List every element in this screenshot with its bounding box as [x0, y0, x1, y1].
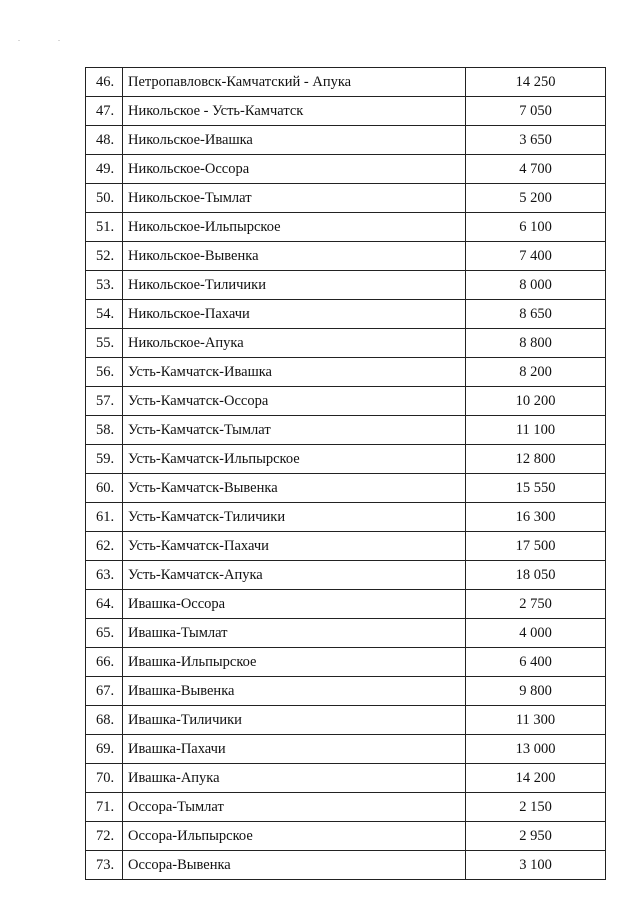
row-number: 63.	[86, 561, 123, 590]
row-number: 73.	[86, 851, 123, 880]
route-value: 14 200	[466, 764, 606, 793]
table-row	[86, 416, 606, 445]
route-name: Усть-Камчатск-Тиличики	[123, 503, 466, 532]
route-name: Никольское - Усть-Камчатск	[123, 97, 466, 126]
route-value: 13 000	[466, 735, 606, 764]
route-name: Никольское-Пахачи	[123, 300, 466, 329]
row-number: 53.	[86, 271, 123, 300]
table-row	[86, 648, 606, 677]
route-name: Ивашка-Тиличики	[123, 706, 466, 735]
table-row	[86, 561, 606, 590]
row-number: 70.	[86, 764, 123, 793]
row-number: 62.	[86, 532, 123, 561]
route-value: 17 500	[466, 532, 606, 561]
table-row	[86, 677, 606, 706]
route-name: Никольское-Оссора	[123, 155, 466, 184]
route-value: 8 000	[466, 271, 606, 300]
row-number: 47.	[86, 97, 123, 126]
scan-marks: . .	[18, 34, 78, 43]
row-number: 51.	[86, 213, 123, 242]
table-row	[86, 184, 606, 213]
table-row	[86, 764, 606, 793]
route-value: 6 100	[466, 213, 606, 242]
row-number: 50.	[86, 184, 123, 213]
table-row	[86, 358, 606, 387]
table-row	[86, 242, 606, 271]
table-row	[86, 706, 606, 735]
table-row	[86, 619, 606, 648]
route-value: 4 700	[466, 155, 606, 184]
route-name: Усть-Камчатск-Апука	[123, 561, 466, 590]
row-number: 67.	[86, 677, 123, 706]
route-name: Ивашка-Пахачи	[123, 735, 466, 764]
route-value: 3 650	[466, 126, 606, 155]
route-name: Никольское-Тиличики	[123, 271, 466, 300]
route-value: 2 150	[466, 793, 606, 822]
route-value: 10 200	[466, 387, 606, 416]
route-value: 7 050	[466, 97, 606, 126]
route-name: Никольское-Апука	[123, 329, 466, 358]
route-name: Ивашка-Вывенка	[123, 677, 466, 706]
row-number: 71.	[86, 793, 123, 822]
row-number: 64.	[86, 590, 123, 619]
route-name: Ивашка-Оссора	[123, 590, 466, 619]
route-name: Усть-Камчатск-Ильпырское	[123, 445, 466, 474]
table-row	[86, 590, 606, 619]
route-name: Никольское-Вывенка	[123, 242, 466, 271]
table-row	[86, 126, 606, 155]
row-number: 49.	[86, 155, 123, 184]
row-number: 55.	[86, 329, 123, 358]
table-row	[86, 329, 606, 358]
row-number: 60.	[86, 474, 123, 503]
table-row	[86, 503, 606, 532]
route-value: 7 400	[466, 242, 606, 271]
route-value: 16 300	[466, 503, 606, 532]
route-name: Усть-Камчатск-Пахачи	[123, 532, 466, 561]
route-name: Петропавловск-Камчатский - Апука	[123, 68, 466, 97]
table-row	[86, 68, 606, 97]
route-name: Оссора-Ильпырское	[123, 822, 466, 851]
row-number: 72.	[86, 822, 123, 851]
row-number: 46.	[86, 68, 123, 97]
route-name: Оссора-Тымлат	[123, 793, 466, 822]
route-name: Ивашка-Апука	[123, 764, 466, 793]
route-value: 15 550	[466, 474, 606, 503]
row-number: 59.	[86, 445, 123, 474]
route-value: 9 800	[466, 677, 606, 706]
route-name: Никольское-Ильпырское	[123, 213, 466, 242]
route-value: 2 950	[466, 822, 606, 851]
row-number: 58.	[86, 416, 123, 445]
table-row	[86, 387, 606, 416]
route-value: 4 000	[466, 619, 606, 648]
route-name: Ивашка-Тымлат	[123, 619, 466, 648]
route-name: Усть-Камчатск-Тымлат	[123, 416, 466, 445]
table-row	[86, 97, 606, 126]
route-value: 8 800	[466, 329, 606, 358]
table-row	[86, 851, 606, 880]
route-value: 8 650	[466, 300, 606, 329]
route-name: Усть-Камчатск-Ивашка	[123, 358, 466, 387]
row-number: 56.	[86, 358, 123, 387]
table-row	[86, 793, 606, 822]
route-name: Усть-Камчатск-Оссора	[123, 387, 466, 416]
table-row	[86, 155, 606, 184]
row-number: 48.	[86, 126, 123, 155]
row-number: 68.	[86, 706, 123, 735]
routes-table-body	[86, 68, 606, 880]
route-value: 2 750	[466, 590, 606, 619]
route-value: 11 300	[466, 706, 606, 735]
route-value: 18 050	[466, 561, 606, 590]
route-name: Усть-Камчатск-Вывенка	[123, 474, 466, 503]
route-name: Никольское-Ивашка	[123, 126, 466, 155]
table-row	[86, 300, 606, 329]
row-number: 54.	[86, 300, 123, 329]
route-value: 11 100	[466, 416, 606, 445]
routes-table	[85, 67, 606, 880]
row-number: 61.	[86, 503, 123, 532]
route-name: Ивашка-Ильпырское	[123, 648, 466, 677]
row-number: 57.	[86, 387, 123, 416]
table-row	[86, 532, 606, 561]
route-value: 3 100	[466, 851, 606, 880]
route-value: 8 200	[466, 358, 606, 387]
row-number: 69.	[86, 735, 123, 764]
route-name: Оссора-Вывенка	[123, 851, 466, 880]
route-name: Никольское-Тымлат	[123, 184, 466, 213]
table-row	[86, 213, 606, 242]
route-value: 6 400	[466, 648, 606, 677]
table-row	[86, 445, 606, 474]
row-number: 66.	[86, 648, 123, 677]
route-value: 12 800	[466, 445, 606, 474]
table-row	[86, 735, 606, 764]
route-value: 5 200	[466, 184, 606, 213]
table-row	[86, 474, 606, 503]
row-number: 52.	[86, 242, 123, 271]
row-number: 65.	[86, 619, 123, 648]
route-value: 14 250	[466, 68, 606, 97]
table-row	[86, 271, 606, 300]
table-row	[86, 822, 606, 851]
